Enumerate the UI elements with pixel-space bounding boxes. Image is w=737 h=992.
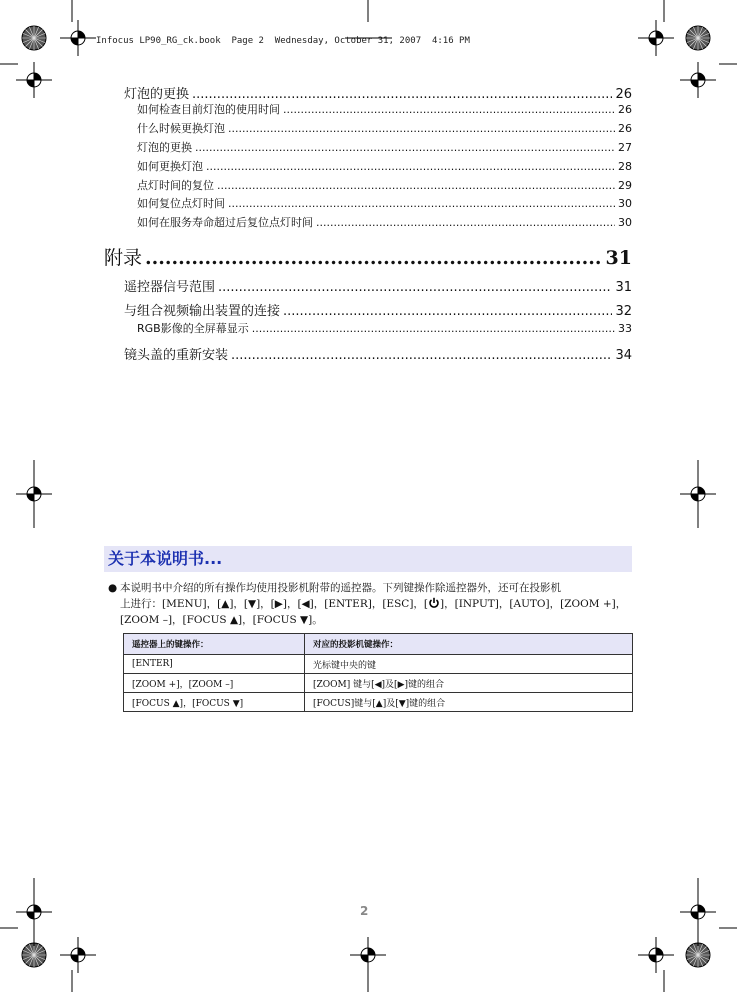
table-row — [124, 655, 633, 674]
table-header-projector: 对应的投影机键操作： — [305, 634, 633, 655]
table-cell: [FOCUS ▲]，[FOCUS ▼] — [124, 693, 305, 712]
toc-entry-lens-cap[interactable]: 镜头盖的重新安装 ..... 34 — [124, 344, 632, 363]
table-cell: [ZOOM +]，[ZOOM –] — [124, 674, 305, 693]
section-title-about-manual: 关于本说明书... — [104, 546, 632, 572]
toc-entry-component-video[interactable]: 与组合视频输出装置的连接 ..... 32 — [124, 300, 632, 319]
table-row — [124, 674, 633, 693]
table-cell: [ZOOM] 键与[◀]及[▶]键的组合 — [305, 674, 633, 693]
table-cell: [ENTER] — [124, 655, 305, 674]
toc-entry-lamp-replacement-sub[interactable]: 灯泡的更换 ..... 27 — [137, 139, 632, 155]
toc-entry-rgb-fullscreen[interactable]: RGB影像的全屏幕显示 ..... 33 — [137, 320, 632, 336]
power-icon — [428, 597, 440, 609]
table-header-row — [124, 634, 633, 655]
table-header-remote: 遥控器上的键操作： — [124, 634, 305, 655]
bullet-icon: ● — [108, 582, 118, 594]
paragraph-line-2: 上进行：[MENU]，[▲]，[▼]，[▶]，[◀]，[ENTER]，[ESC]，[ ]，[INPUT]，[AUTO]，[ZOOM +]， — [120, 598, 627, 610]
toc-entry-how-to-replace[interactable]: 如何更换灯泡 ..... 28 — [137, 158, 632, 174]
toc-entry-check-lamp-time[interactable]: 如何检查目前灯泡的使用时间 ..... 26 — [137, 101, 632, 117]
table-cell: 光标键中央的键 — [305, 655, 633, 674]
toc-entry-lamp-replacement[interactable]: 灯泡的更换 ..... 26 — [124, 83, 632, 102]
key-operation-table — [123, 633, 633, 712]
table-row — [124, 693, 633, 712]
toc-entry-remote-range[interactable]: 遥控器信号范围 ..... 31 — [124, 276, 632, 295]
toc-chapter-appendix[interactable]: 附录 ..... 31 — [104, 243, 632, 270]
toc-entry-when-to-replace[interactable]: 什么时候更换灯泡 ..... 26 — [137, 120, 632, 136]
toc-entry-reset-after-life[interactable]: 如何在服务寿命超过后复位点灯时间 ..... 30 — [137, 214, 632, 230]
toc-entry-how-to-reset[interactable]: 如何复位点灯时间 ..... 30 — [137, 195, 632, 211]
table-cell: [FOCUS]键与[▲]及[▼]键的组合 — [305, 693, 633, 712]
about-paragraph — [108, 580, 628, 628]
print-header: Infocus LP90_RG_ck.book Page 2 Wednesday, October 31, 2007 4:16 PM — [96, 36, 470, 46]
page-number: 2 — [360, 904, 369, 918]
paragraph-line-3: [ZOOM –]，[FOCUS ▲]，[FOCUS ▼]。 — [120, 614, 323, 626]
toc-entry-reset-lamp-time[interactable]: 点灯时间的复位 ..... 29 — [137, 177, 632, 193]
paragraph-line-1: 本说明书中介绍的所有操作均使用投影机附带的遥控器。下列键操作除遥控器外，还可在投影机 — [120, 582, 561, 594]
